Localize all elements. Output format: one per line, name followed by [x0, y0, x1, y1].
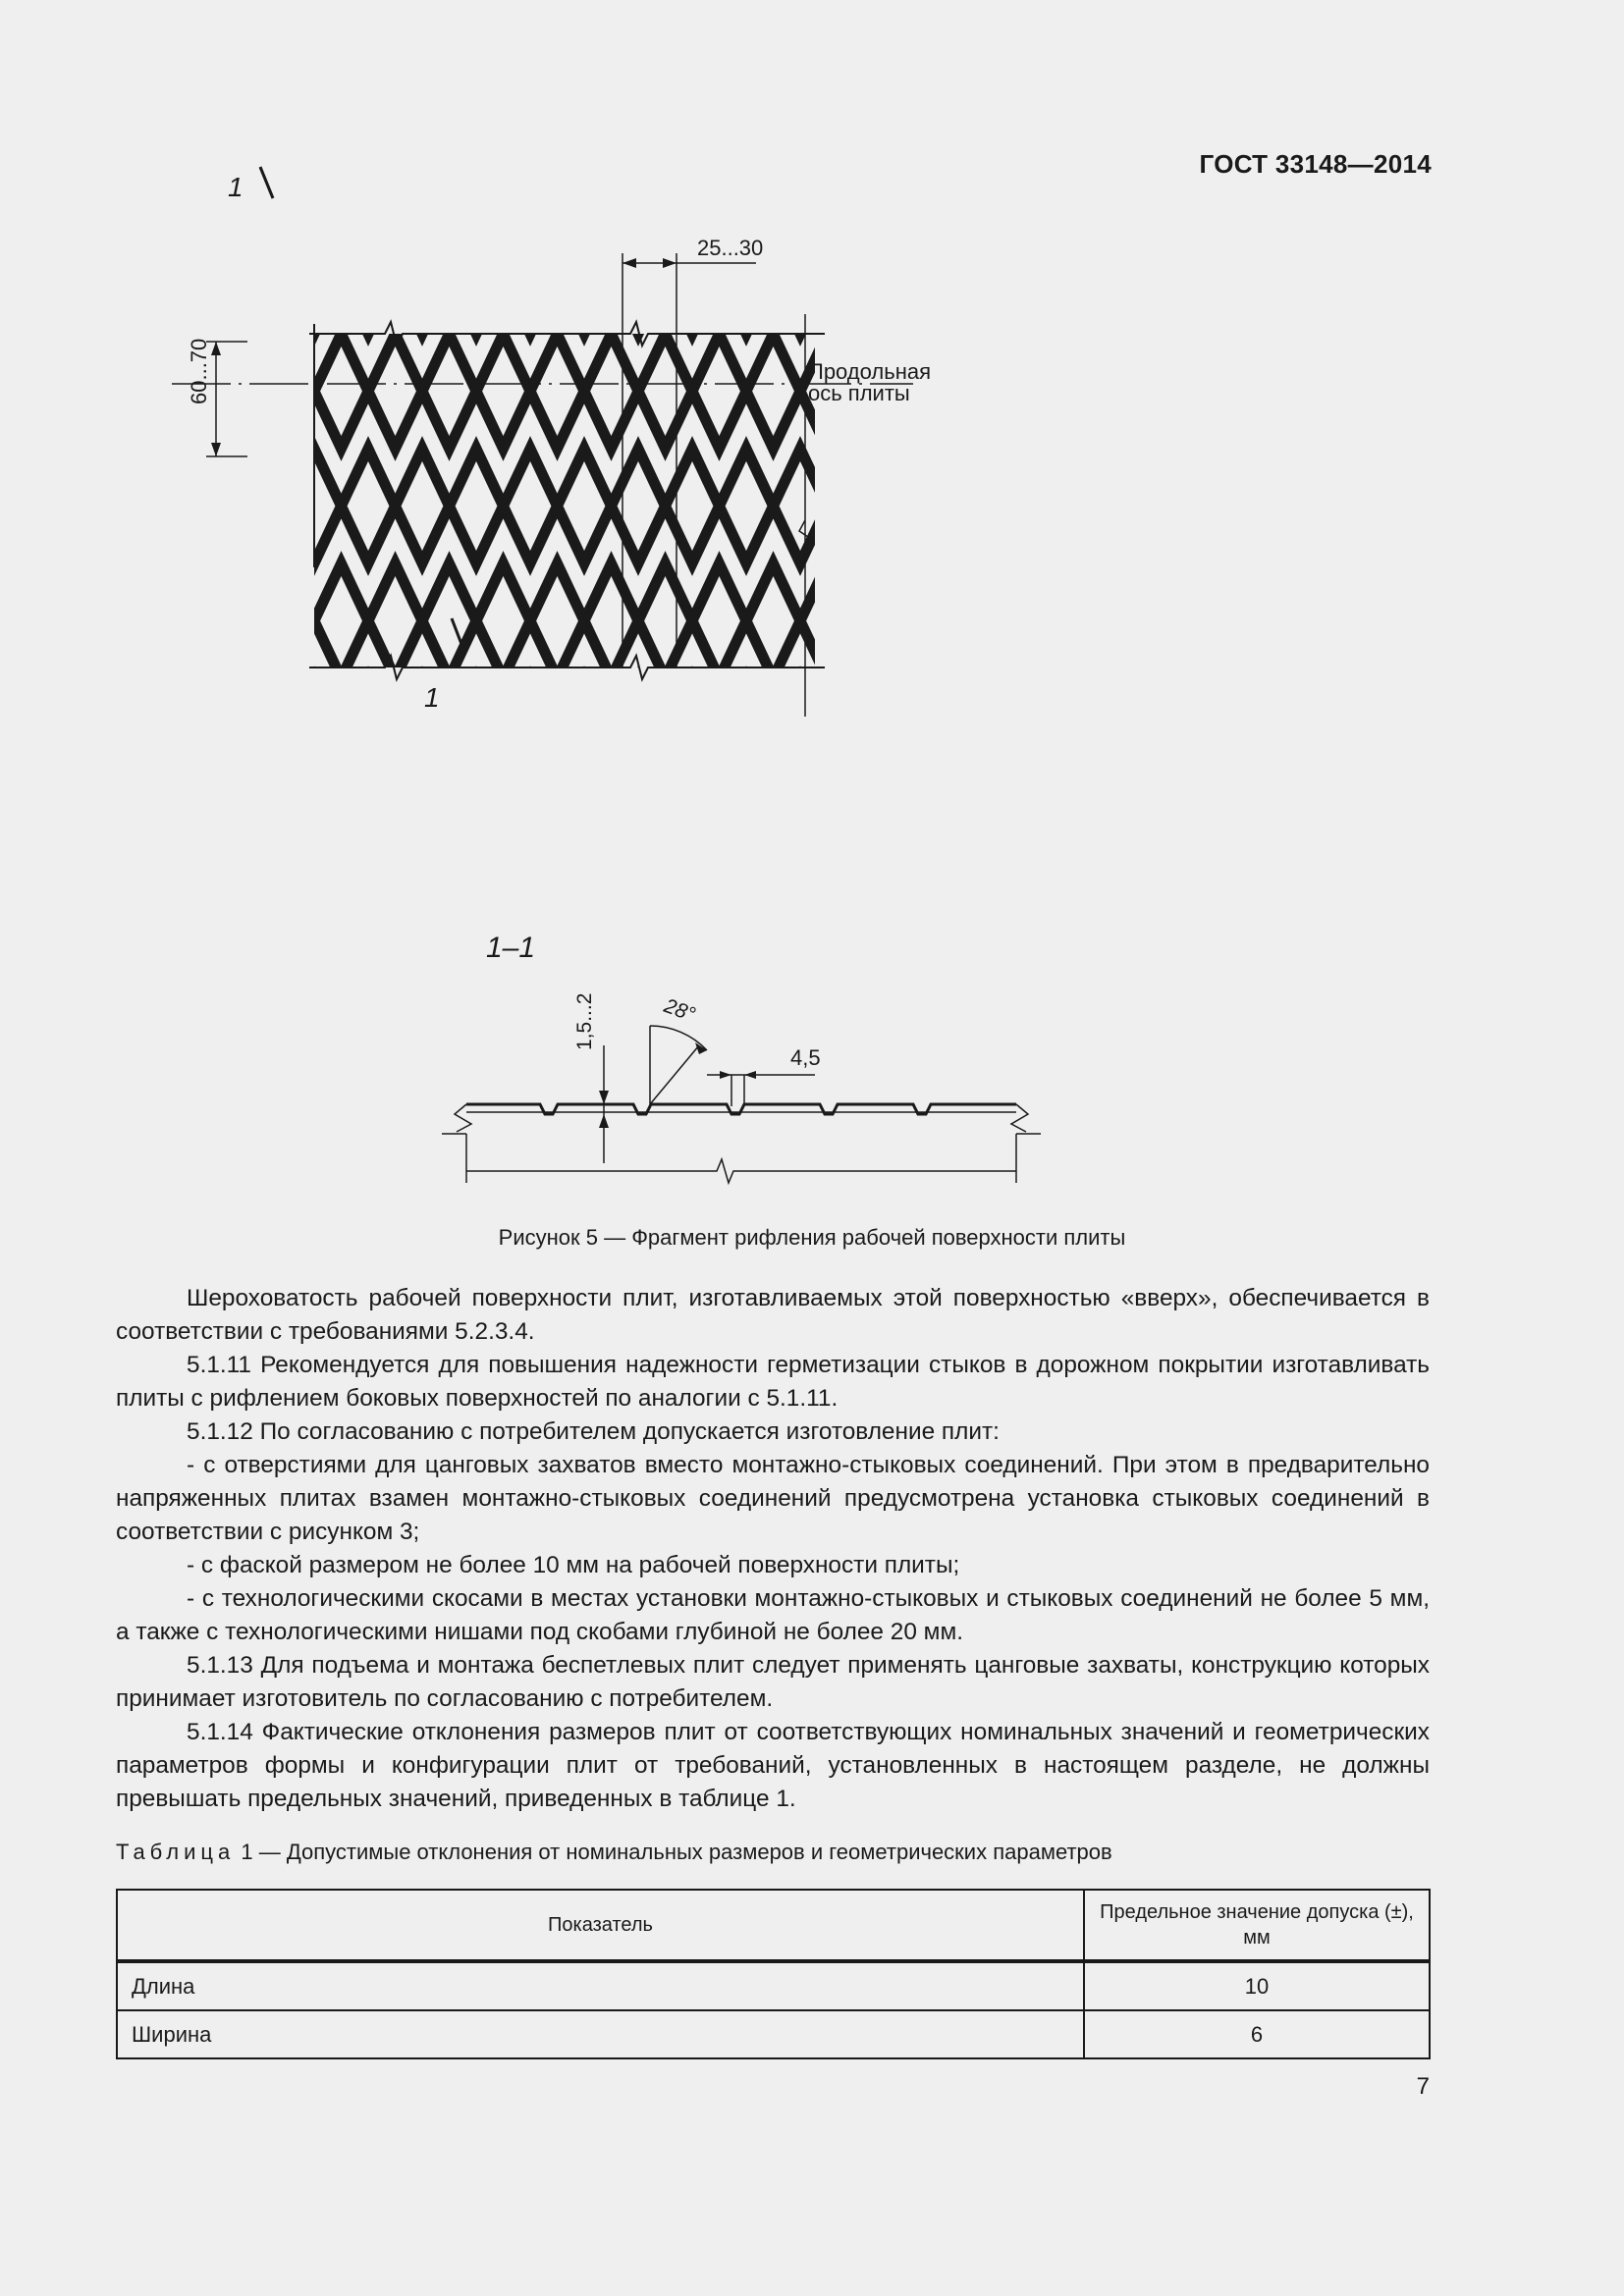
diamond-rib — [288, 219, 342, 334]
diamond-rib — [854, 563, 908, 678]
pitch-dim-label: 25...30 — [697, 236, 764, 260]
table-header-tolerance: Предельное значение допуска (±), мм — [1084, 1890, 1430, 1961]
diamond-rib — [368, 563, 422, 678]
diamond-rib — [800, 563, 854, 678]
diamond-rib — [342, 219, 396, 334]
row-dim-label: 60...70 — [187, 338, 211, 404]
diamond-rib — [692, 563, 746, 678]
diamond-rib — [234, 678, 288, 793]
diamond-rib — [612, 219, 666, 334]
diamond-rib — [612, 678, 666, 793]
diamond-rib — [774, 219, 828, 334]
figure-caption: Рисунок 5 — Фрагмент рифления рабочей поверхности плиты — [498, 1225, 1126, 1250]
table-cell-value: 10 — [1084, 1961, 1430, 2010]
diamond-rib — [720, 678, 774, 793]
diamond-rib — [774, 678, 828, 793]
diamond-rib — [774, 449, 828, 563]
table-row — [117, 1961, 1430, 2010]
diamond-rib — [692, 334, 746, 449]
diamond-rib — [396, 678, 450, 793]
diamond-rib — [746, 563, 800, 678]
diamond-rib — [450, 219, 504, 334]
diamond-rib — [476, 563, 530, 678]
diamond-rib — [396, 449, 450, 563]
diamond-rib — [260, 563, 314, 678]
diamond-rib — [234, 219, 288, 334]
diamond-rib — [530, 563, 584, 678]
section-title: 1–1 — [486, 932, 536, 964]
paragraph: 5.1.14 Фактические отклонения размеров плит от соответствующих номинальных значений и геометрических параметров формы и конфигурации плит от требований, установленных в настоящем разделе, не должны превышать предельных значений, приведенных в таблице 1. — [116, 1719, 1430, 1812]
diamond-rib — [638, 563, 692, 678]
diamond-rib — [422, 334, 476, 449]
diamond-rib — [584, 563, 638, 678]
section-figure — [422, 928, 1051, 1193]
table-cell-value: 6 — [1084, 2010, 1430, 2058]
section-mark-top: 1 — [228, 172, 244, 202]
page-number: 7 — [1416, 2073, 1430, 2100]
diamond-pattern — [234, 219, 909, 793]
paragraph: 5.1.12 По согласованию с потребителем допускается изготовление плит: — [187, 1418, 1000, 1445]
diamond-rib — [828, 449, 882, 563]
diamond-rib — [504, 678, 558, 793]
axis-label-2: ось плиты — [808, 381, 910, 405]
paragraph: 5.1.13 Для подъема и монтажа беспетлевых плит следует применять цанговые захваты, конструкцию которых принимает изготовитель по согласованию с потребителем. — [116, 1652, 1430, 1712]
table-cell-indicator: Длина — [117, 1961, 1084, 2010]
diamond-rib — [422, 563, 476, 678]
paragraph: Шероховатость рабочей поверхности плит, изготавливаемых этой поверхностью «вверх», обеспечивается в соответствии с требованиями 5.2.3.4. — [116, 1285, 1430, 1345]
diamond-rib — [342, 449, 396, 563]
diamond-rib — [314, 334, 368, 449]
standard-header: ГОСТ 33148—2014 — [1199, 149, 1432, 179]
diamond-rib — [450, 449, 504, 563]
diamond-rib — [666, 449, 720, 563]
body-text — [116, 1282, 1430, 1816]
angle-dim-label: 28° — [661, 994, 699, 1027]
section-mark-bottom: 1 — [424, 682, 440, 713]
diamond-rib — [368, 334, 422, 449]
width-dim-label: 4,5 — [790, 1045, 821, 1070]
diamond-rib — [504, 219, 558, 334]
diamond-rib — [828, 219, 882, 334]
deviation-table — [116, 1889, 1431, 2059]
diamond-rib — [396, 219, 450, 334]
diamond-rib — [746, 334, 800, 449]
diamond-rib — [260, 334, 314, 449]
diamond-rib — [342, 678, 396, 793]
corrugation-plan-figure — [157, 172, 1394, 933]
diamond-rib — [828, 678, 882, 793]
diamond-rib — [558, 449, 612, 563]
diamond-rib — [450, 678, 504, 793]
diamond-rib — [584, 334, 638, 449]
paragraph: - с фаской размером не более 10 мм на рабочей поверхности плиты; — [187, 1552, 960, 1578]
table-title — [116, 1840, 1112, 1865]
table-header-indicator: Показатель — [117, 1890, 1084, 1961]
diamond-rib — [476, 334, 530, 449]
depth-dim-label: 1,5...2 — [573, 992, 596, 1050]
diamond-rib — [638, 334, 692, 449]
paragraph: - с отверстиями для цанговых захватов вместо монтажно-стыковых соединений. При этом в предварительно напряженных плитах взамен монтажно-стыковых соединений предусмотрена установка стыковых соединений в соответствии с рисунком 3; — [116, 1452, 1430, 1545]
diamond-rib — [530, 334, 584, 449]
diamond-rib — [558, 219, 612, 334]
table-row — [117, 2010, 1430, 2058]
diamond-rib — [612, 449, 666, 563]
diamond-rib — [234, 449, 288, 563]
table-title-prefix: Таблица — [116, 1840, 236, 1864]
diamond-rib — [666, 678, 720, 793]
paragraph: 5.1.11 Рекомендуется для повышения надежности герметизации стыков в дорожном покрытии изготавливать плиты с рифлением боковых поверхностей по аналогии с 5.1.11. — [116, 1352, 1430, 1412]
table-title-text: 1 — Допустимые отклонения от номинальных размеров и геометрических параметров — [235, 1840, 1112, 1864]
diamond-rib — [558, 678, 612, 793]
table-cell-indicator: Ширина — [117, 2010, 1084, 2058]
diamond-rib — [504, 449, 558, 563]
diamond-rib — [288, 678, 342, 793]
paragraph: - с технологическими скосами в местах установки монтажно-стыковых и стыковых соединений не более 5 мм, а также с технологическими нишами под скобами глубиной не более 20 мм. — [116, 1585, 1430, 1645]
diamond-rib — [720, 449, 774, 563]
axis-label-1: Продольная — [808, 359, 931, 384]
diamond-rib — [314, 563, 368, 678]
